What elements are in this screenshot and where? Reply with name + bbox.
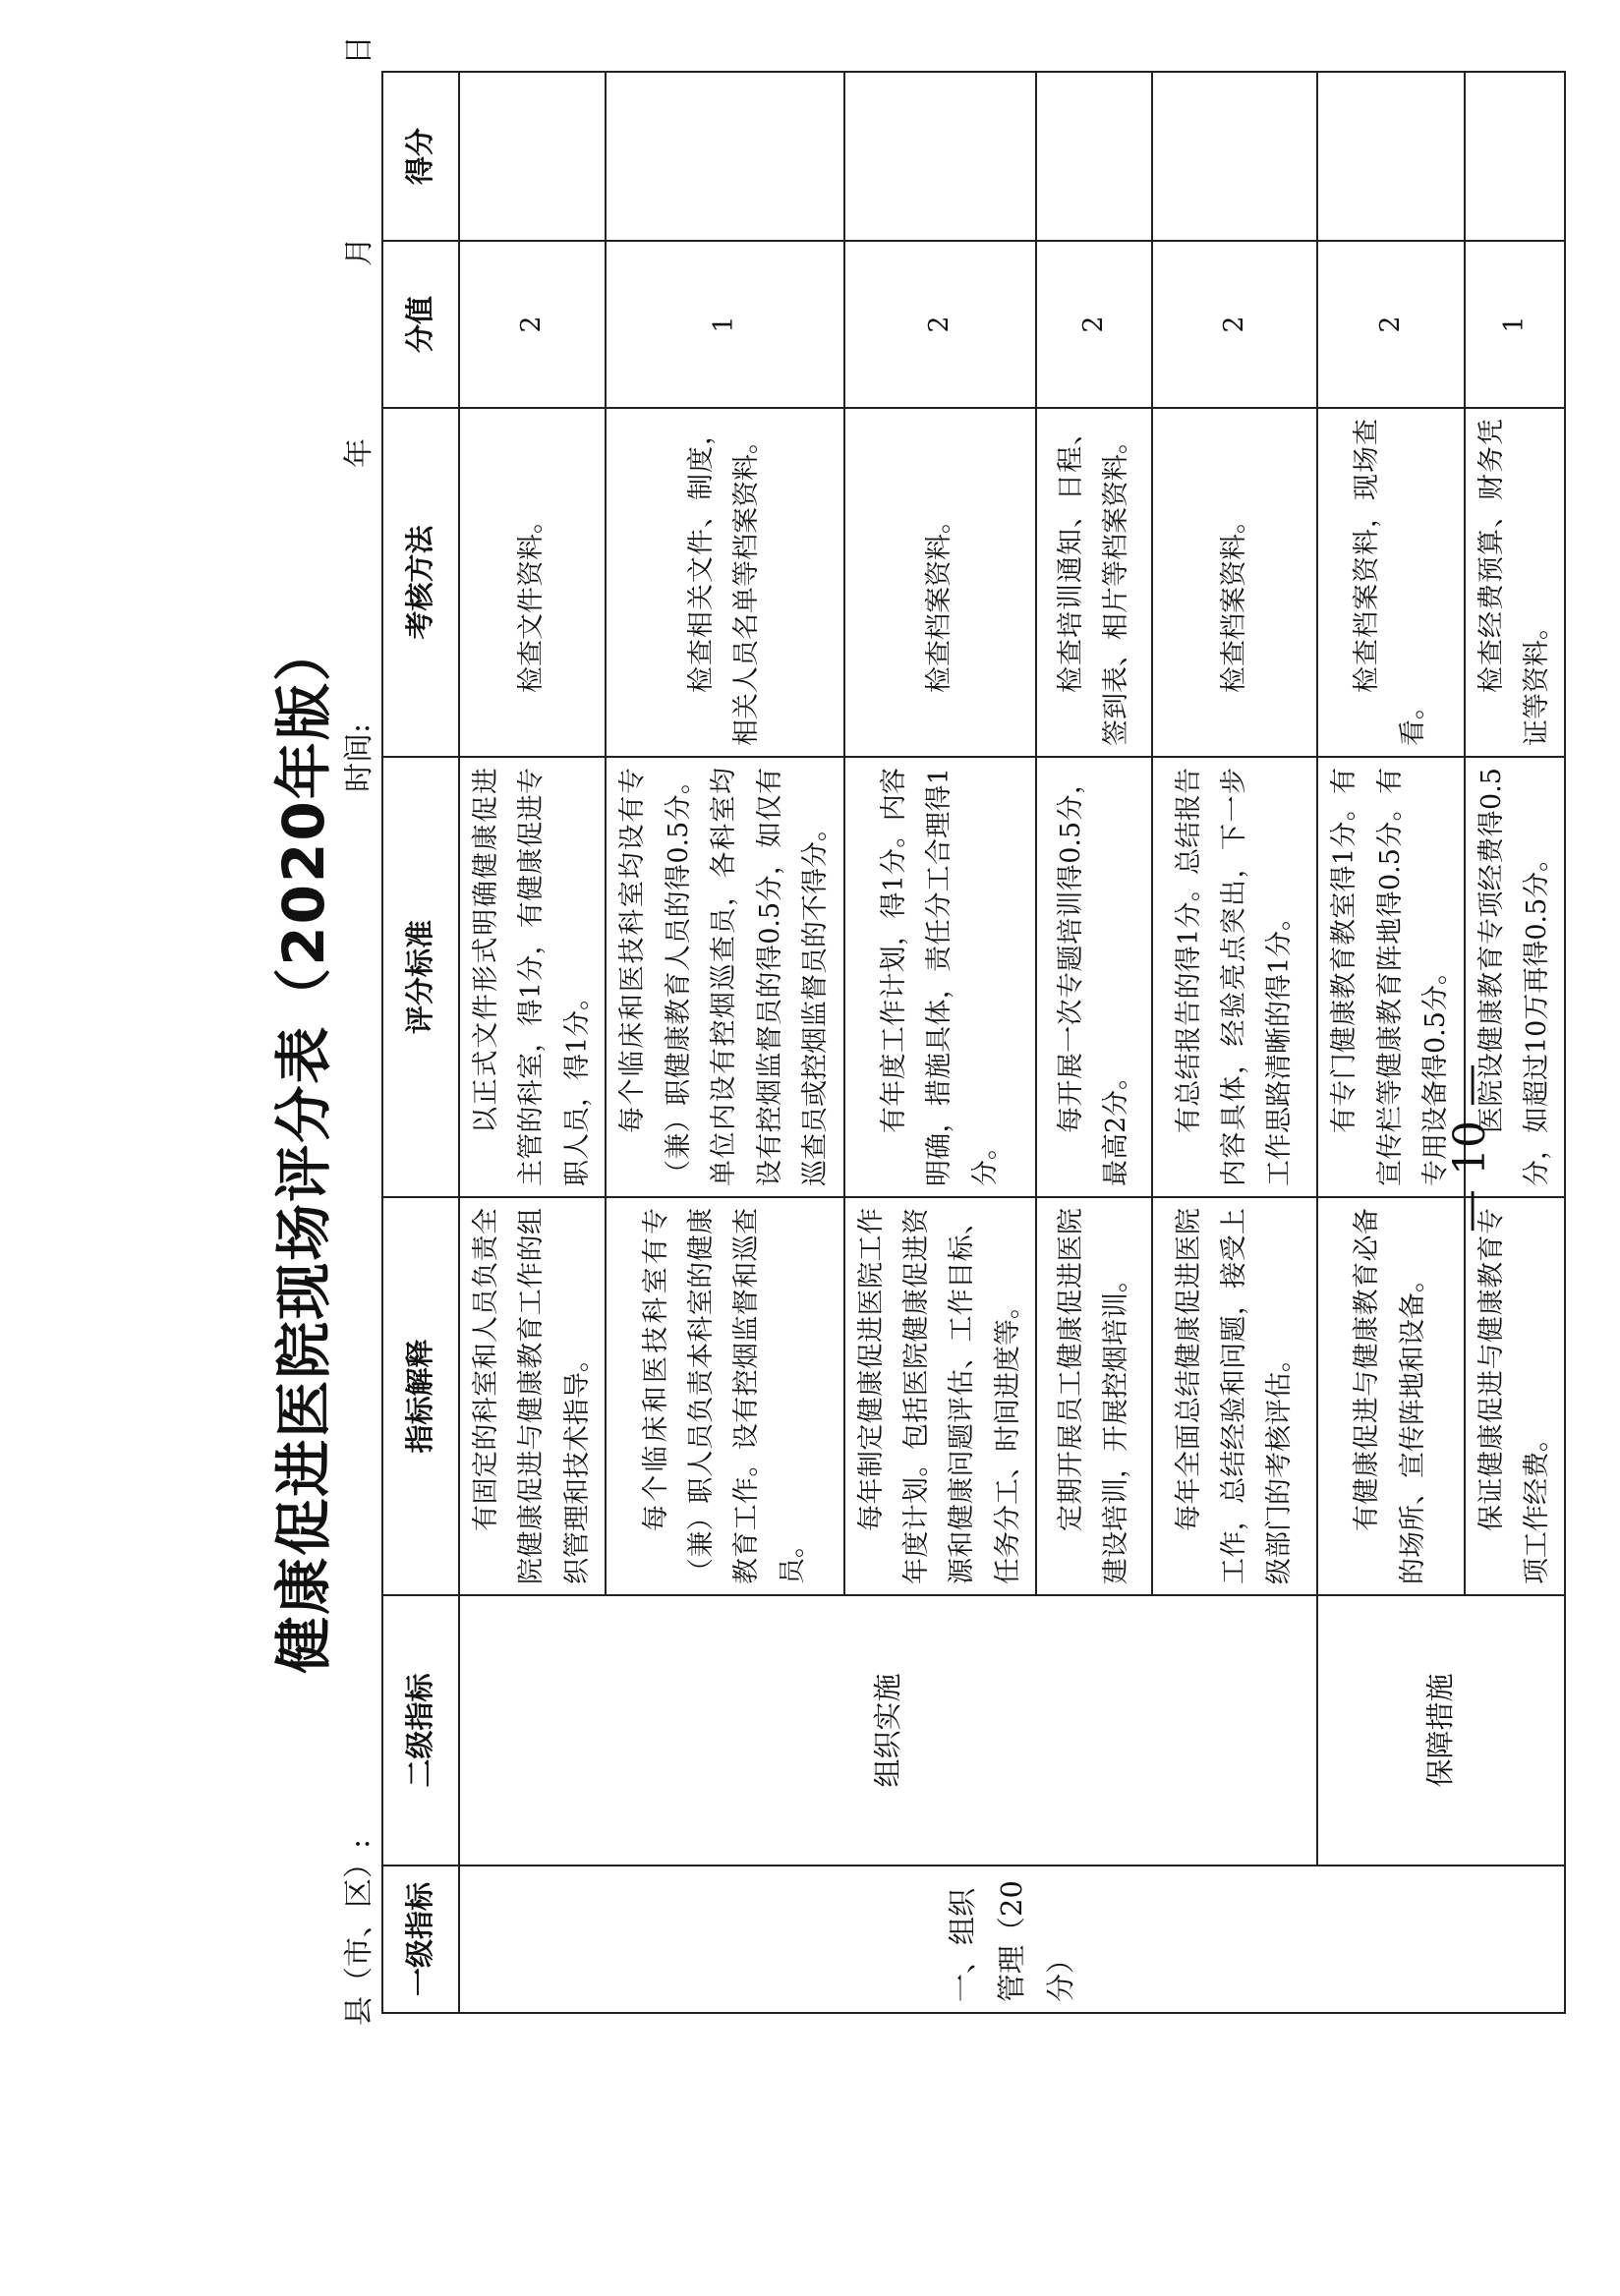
header-method: 考核方法: [382, 408, 459, 757]
score-cell: 1: [1465, 241, 1566, 408]
explanation-cell: 每年制定健康促进医院工作年度计划。包括医院健康促进资源和健康问题评估、工作目标、任务分工、时间进度等。: [844, 1197, 1037, 1595]
result-cell[interactable]: [1317, 72, 1464, 241]
table-header-row: [382, 72, 459, 2013]
method-cell: 检查档案资料。: [1152, 408, 1317, 757]
date-labels: [334, 35, 377, 468]
criteria-cell: 医院设健康教育专项经费得0.5分，如超过10万再得0.5分。: [1465, 757, 1566, 1197]
method-cell: 检查文件资料。: [459, 408, 606, 757]
score-cell: 2: [1036, 241, 1152, 408]
explanation-cell: 定期开展员工健康促进医院建设培训，开展控烟培训。: [1036, 1197, 1152, 1595]
year-label: 年: [342, 438, 376, 468]
county-label: 县（市、区）:: [342, 1838, 376, 2026]
score-cell: 2: [459, 241, 606, 408]
explanation-cell: 每个临床和医技科室有专（兼）职人员负责本科室的健康教育工作。设有控烟监督和巡查员。: [606, 1197, 843, 1595]
explanation-cell: 每年全面总结健康促进医院工作，总结经验和问题，接受上级部门的考核评估。: [1152, 1197, 1317, 1595]
result-cell[interactable]: [1152, 72, 1317, 241]
day-label: 日: [342, 35, 376, 65]
result-cell[interactable]: [459, 72, 606, 241]
table-row: [459, 72, 606, 2013]
month-label: 月: [342, 237, 376, 266]
result-cell[interactable]: [606, 72, 843, 241]
time-label: 时间:: [342, 722, 376, 792]
explanation-cell: 有健康促进与健康教育必备的场所、宣传阵地和设备。: [1317, 1197, 1464, 1595]
header-result: 得分: [382, 72, 459, 241]
level2-cell-safeguards: 保障措施: [1317, 1595, 1565, 1866]
criteria-cell: 有专门健康教育教室得1分。有宣传栏等健康教育阵地得0.5分。有专用设备得0.5分。: [1317, 757, 1464, 1197]
result-cell[interactable]: [1036, 72, 1152, 241]
table-row: [1317, 72, 1464, 2013]
explanation-cell: 有固定的科室和人员负责全院健康促进与健康教育工作的组织管理和技术指导。: [459, 1197, 606, 1595]
result-cell[interactable]: [844, 72, 1037, 241]
method-cell: 检查经费预算、财务凭证等资料。: [1465, 408, 1566, 757]
header-level1: 一级指标: [382, 1866, 459, 2013]
criteria-cell: 每开展一次专题培训得0.5分，最高2分。: [1036, 757, 1152, 1197]
header-score: 分值: [382, 241, 459, 408]
score-cell: 2: [1152, 241, 1317, 408]
method-cell: 检查培训通知、日程、签到表、相片等档案资料。: [1036, 408, 1152, 757]
criteria-cell: 每个临床和医技科室均设有专（兼）职健康教育人员的得0.5分。单位内设有控烟巡查员，各科室均设有控烟监督员的得0.5分，如仅有巡查员或控烟监督员的不得分。: [606, 757, 843, 1197]
criteria-cell: 有总结报告的得1分。总结报告内容具体，经验亮点突出，下一步工作思路清晰的得1分。: [1152, 757, 1317, 1197]
method-cell: 检查档案资料，现场查看。: [1317, 408, 1464, 757]
method-cell: 检查档案资料。: [844, 408, 1037, 757]
method-cell: 检查相关文件、制度，相关人员名单等档案资料。: [606, 408, 843, 757]
header-level2: 二级指标: [382, 1595, 459, 1866]
criteria-cell: 有年度工作计划，得1分。内容明确，措施具体，责任分工合理得1分。: [844, 757, 1037, 1197]
score-table: [381, 71, 1566, 2014]
score-cell: 2: [1317, 241, 1464, 408]
score-cell: 2: [844, 241, 1037, 408]
header-criteria: 评分标准: [382, 757, 459, 1197]
explanation-cell: 保证健康促进与健康教育专项工作经费。: [1465, 1197, 1566, 1595]
document-title: 健康促进医院现场评分表（2020年版）: [270, 622, 337, 1674]
score-cell: 1: [606, 241, 843, 408]
page-number: — 10 —: [1445, 1063, 1495, 1233]
level2-cell-organization: 组织实施: [459, 1595, 1317, 1866]
level1-cell: 一、组织管理（20分）: [459, 1866, 1565, 2013]
header-explanation: 指标解释: [382, 1197, 459, 1595]
criteria-cell: 以正式文件形式明确健康促进主管的科室，得1分，有健康促进专职人员，得1分。: [459, 757, 606, 1197]
